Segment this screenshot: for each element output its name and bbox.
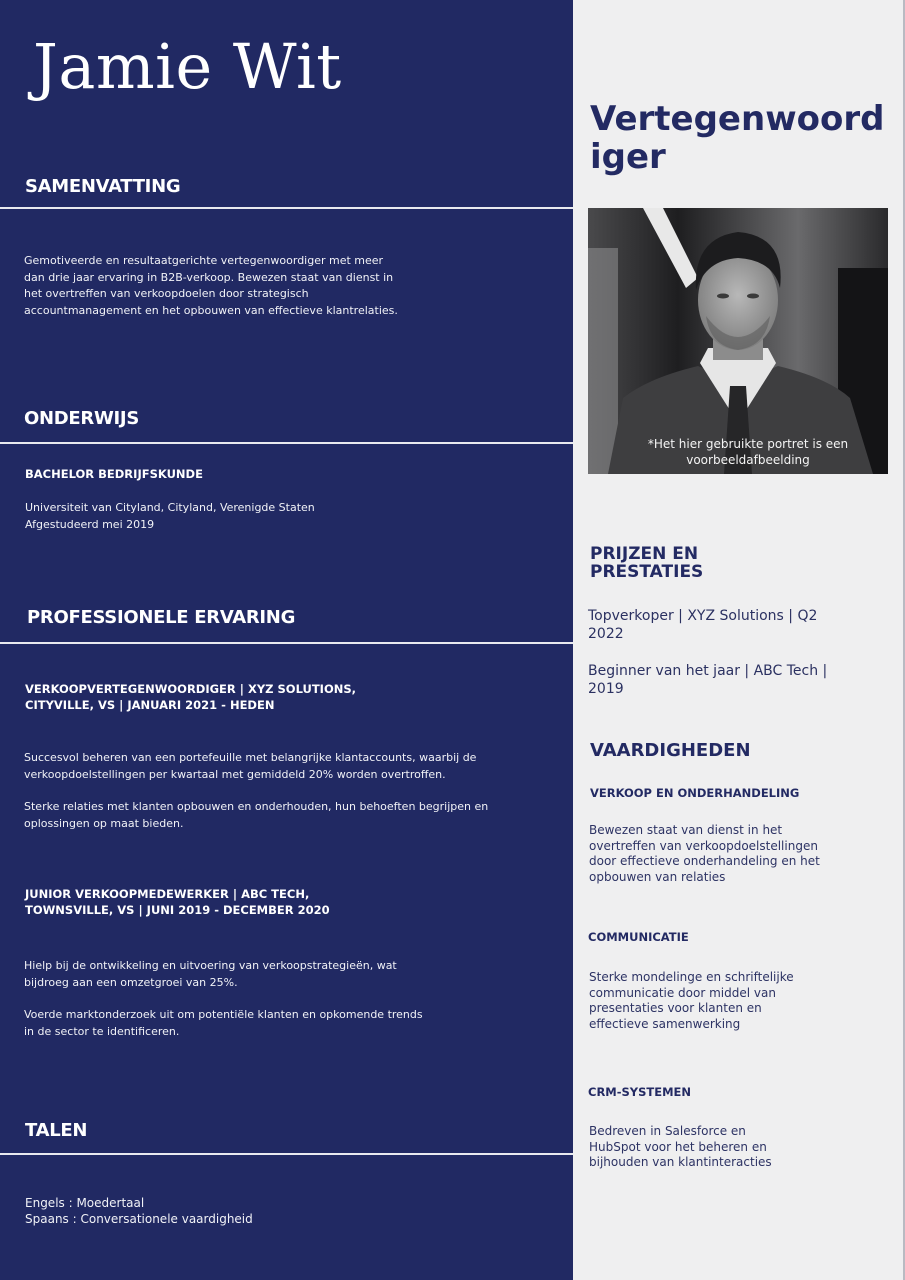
languages-list [25, 1195, 425, 1227]
portrait-icon [588, 208, 888, 474]
skill-name: CRM-SYSTEMEN [588, 1085, 692, 1099]
education-graduated: Afgestudeerd mei 2019 [25, 517, 155, 531]
skill-name: COMMUNICATIE [588, 930, 689, 944]
skill-description: Bewezen staat van dienst in het overtreffen van verkoopdoelstellingen door effectieve onderhandeling en het opbouwen van relaties [589, 823, 820, 884]
education-school: Universiteit van Cityland, Cityland, Verenigde Staten [25, 501, 315, 514]
job-bullet: Voerde marktonderzoek uit om potentiële klanten en opkomende trends in de sector te identificeren. [24, 1008, 423, 1038]
education-details [25, 500, 445, 533]
job-heading: JUNIOR VERKOOPMEDEWERKER | ABC TECH, TOWNSVILLE, VS | JUNI 2019 - DECEMBER 2020 [25, 887, 330, 917]
award-item: Topverkoper | XYZ Solutions | Q2 2022 [588, 608, 818, 642]
summary-title: SAMENVATTING [25, 176, 181, 197]
job-role-title: Vertegenwoordiger [590, 99, 885, 177]
experience-divider [0, 642, 573, 644]
skill-description: Bedreven in Salesforce en HubSpot voor het beheren en bijhouden van klantinteracties [589, 1124, 772, 1169]
skill-name: VERKOOP EN ONDERHANDELING [590, 786, 800, 800]
candidate-name: Jamie Wit [33, 30, 342, 103]
awards-title: PRIJZEN EN PRESTATIES [590, 544, 704, 582]
experience-title: PROFESSIONELE ERVARING [27, 607, 296, 628]
job-heading: VERKOOPVERTEGENWOORDIGER | XYZ SOLUTIONS, CITYVILLE, VS | JANUARI 2021 - HEDEN [25, 682, 357, 712]
language-item: Engels : Moedertaal [25, 1196, 145, 1210]
languages-title: TALEN [25, 1120, 88, 1141]
job-description [24, 958, 434, 1040]
education-divider [0, 442, 580, 444]
right-column [573, 0, 903, 1280]
job-bullet: Succesvol beheren van een portefeuille met belangrijke klantaccounts, waarbij de verkoopdoelstellingen per kwartaal met gemiddeld 20% worden overtroffen. [24, 751, 477, 781]
education-title: ONDERWIJS [24, 408, 139, 429]
skill-description: Sterke mondelinge en schriftelijke communicatie door middel van presentaties voor klanten en effectieve samenwerking [589, 970, 794, 1031]
job-bullet: Hielp bij de ontwikkeling en uitvoering van verkoopstrategieën, wat bijdroeg aan een omzetgroei van 25%. [24, 959, 397, 989]
summary-text: Gemotiveerde en resultaatgerichte vertegenwoordiger met meer dan drie jaar ervaring in B2B-verkoop. Bewezen staat van dienst in het overtreffen van verkoopdoelen door strategisch accountmanagement en het opbouwen van effectieve klantrelaties. [24, 254, 398, 317]
portrait-photo [588, 208, 888, 474]
job-bullet: Sterke relaties met klanten opbouwen en onderhouden, hun behoeften begrijpen en oplossingen op maat bieden. [24, 800, 489, 830]
language-item: Spaans : Conversationele vaardigheid [25, 1212, 253, 1226]
skills-title: VAARDIGHEDEN [590, 740, 751, 761]
award-item: Beginner van het jaar | ABC Tech | 2019 [588, 663, 828, 697]
summary-divider [0, 207, 573, 209]
education-degree: BACHELOR BEDRIJFSKUNDE [25, 467, 203, 481]
languages-divider [0, 1153, 575, 1155]
job-description [24, 750, 504, 832]
photo-caption: *Het hier gebruikte portret is een voorbeeldafbeelding [647, 437, 849, 467]
